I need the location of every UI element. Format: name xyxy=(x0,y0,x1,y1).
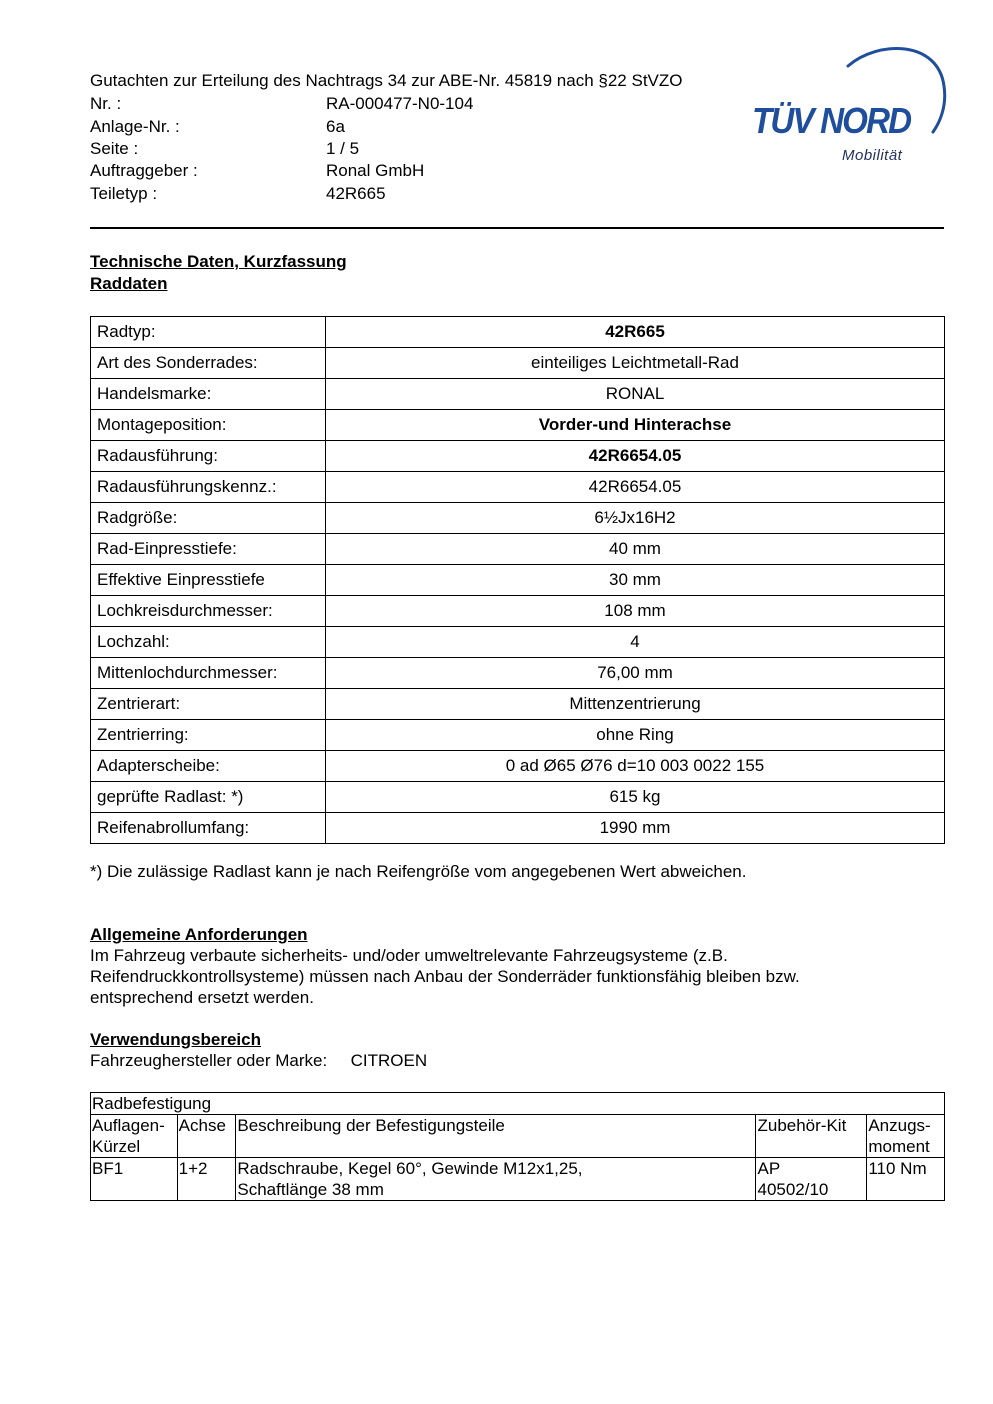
manufacturer-label: Fahrzeughersteller oder Marke: xyxy=(90,1051,328,1070)
spec-value: 615 kg xyxy=(326,782,945,813)
spec-value: 42R665 xyxy=(326,317,945,348)
document-title: Gutachten zur Erteilung des Nachtrags 34 zur ABE-Nr. 45819 nach §22 StVZO xyxy=(90,71,683,90)
spec-value: 30 mm xyxy=(326,565,945,596)
header-zubehoer xyxy=(756,1115,867,1158)
spec-value: 1990 mm xyxy=(326,813,945,844)
requirements-line: Reifendruckkontrollsysteme) müssen nach Anbau der Sonderräder funktionsfähig bleiben bzw. xyxy=(90,967,800,986)
spec-label: Mittenlochdurchmesser: xyxy=(91,658,326,689)
spec-row xyxy=(91,472,945,503)
header-achse xyxy=(177,1115,236,1158)
cell-text: BF1 xyxy=(92,1159,124,1178)
spec-label: Radtyp: xyxy=(91,317,326,348)
spec-value: 0 ad Ø65 Ø76 d=10 003 0022 155 xyxy=(326,751,945,782)
spec-row xyxy=(91,627,945,658)
wheel-fixing-table xyxy=(90,1092,945,1201)
spec-value: 4 xyxy=(326,627,945,658)
spec-row xyxy=(91,317,945,348)
spec-label: Rad-Einpresstiefe: xyxy=(91,534,326,565)
spec-row xyxy=(91,658,945,689)
cell-text: 40502/10 xyxy=(757,1180,829,1199)
header-beschreibung xyxy=(236,1115,756,1158)
cell-text: Schaftlänge 38 mm xyxy=(237,1180,384,1199)
field-label-seite: Seite : xyxy=(90,139,139,158)
spec-row xyxy=(91,720,945,751)
spec-label: Adapterscheibe: xyxy=(91,751,326,782)
logo-wordmark: TÜV NORD xyxy=(752,100,911,141)
spec-value: Mittenzentrierung xyxy=(326,689,945,720)
spec-value: ohne Ring xyxy=(326,720,945,751)
spec-row xyxy=(91,348,945,379)
spec-label: Radausführung: xyxy=(91,441,326,472)
spec-row xyxy=(91,379,945,410)
spec-value: einteiliges Leichtmetall-Rad xyxy=(326,348,945,379)
field-value-auftraggeber: Ronal GmbH xyxy=(326,161,425,180)
spec-label: Zentrierring: xyxy=(91,720,326,751)
header-anzugsmoment xyxy=(867,1115,945,1158)
spec-value: 76,00 mm xyxy=(326,658,945,689)
spec-value: RONAL xyxy=(326,379,945,410)
field-value-nr: RA-000477-N0-104 xyxy=(326,94,474,113)
fixing-header-row xyxy=(91,1115,945,1158)
spec-label: Radausführungskennz.: xyxy=(91,472,326,503)
spec-label: Lochzahl: xyxy=(91,627,326,658)
spec-label: Montageposition: xyxy=(91,410,326,441)
spec-value: 6½Jx16H2 xyxy=(326,503,945,534)
spec-label: Effektive Einpresstiefe xyxy=(91,565,326,596)
fixing-cell xyxy=(756,1158,867,1201)
spec-value: 42R6654.05 xyxy=(326,472,945,503)
section-heading-technical: Technische Daten, Kurzfassung xyxy=(90,252,347,271)
fixing-cell xyxy=(177,1158,236,1201)
spec-label: Lochkreisdurchmesser: xyxy=(91,596,326,627)
header-text: Beschreibung der Befestigungsteile xyxy=(237,1116,505,1135)
spec-row xyxy=(91,565,945,596)
footnote: *) Die zulässige Radlast kann je nach Reifengröße vom angegebenen Wert abweichen. xyxy=(90,862,747,881)
header-divider xyxy=(90,227,944,229)
spec-value: 40 mm xyxy=(326,534,945,565)
spec-row xyxy=(91,782,945,813)
cell-text: Radschraube, Kegel 60°, Gewinde M12x1,25, xyxy=(237,1159,583,1178)
spec-row xyxy=(91,813,945,844)
spec-label: Radgröße: xyxy=(91,503,326,534)
requirements-line: Im Fahrzeug verbaute sicherheits- und/oder umweltrelevante Fahrzeugsysteme (z.B. xyxy=(90,946,728,965)
header-text: Kürzel xyxy=(92,1137,141,1156)
spec-label: Zentrierart: xyxy=(91,689,326,720)
cell-text: 1+2 xyxy=(178,1159,208,1178)
logo-subtitle: Mobilität xyxy=(842,147,903,164)
spec-value: Vorder-und Hinterachse xyxy=(326,410,945,441)
spec-label: Reifenabrollumfang: xyxy=(91,813,326,844)
fixing-table-title: Radbefestigung xyxy=(91,1093,945,1115)
field-value-anlage: 6a xyxy=(326,117,345,136)
header-text: Achse xyxy=(178,1116,226,1135)
fixing-cell xyxy=(867,1158,945,1201)
cell-text: 110 Nm xyxy=(868,1159,927,1178)
fixing-cell xyxy=(236,1158,756,1201)
wheel-spec-table xyxy=(90,316,945,844)
spec-row xyxy=(91,503,945,534)
spec-row xyxy=(91,534,945,565)
spec-row xyxy=(91,410,945,441)
fixing-row xyxy=(91,1158,945,1201)
header-text: Zubehör-Kit xyxy=(757,1116,847,1135)
header-text: Anzugs- xyxy=(868,1116,931,1135)
manufacturer-value: CITROEN xyxy=(350,1051,428,1070)
spec-row xyxy=(91,441,945,472)
requirements-text xyxy=(90,945,950,1008)
field-value-seite: 1 / 5 xyxy=(326,139,360,158)
section-heading-usage: Verwendungsbereich xyxy=(90,1030,261,1049)
spec-row xyxy=(91,751,945,782)
manufacturer-line xyxy=(90,1050,427,1071)
header-auflagen xyxy=(91,1115,178,1158)
section-subheading-raddaten: Raddaten xyxy=(90,274,168,293)
requirements-line: entsprechend ersetzt werden. xyxy=(90,988,314,1007)
spec-row xyxy=(91,689,945,720)
spec-label: Art des Sonderrades: xyxy=(91,348,326,379)
field-label-auftraggeber: Auftraggeber : xyxy=(90,161,198,180)
spec-label: geprüfte Radlast: *) xyxy=(91,782,326,813)
section-heading-requirements: Allgemeine Anforderungen xyxy=(90,925,308,944)
cell-text: AP xyxy=(757,1159,781,1178)
spec-value: 42R6654.05 xyxy=(326,441,945,472)
spec-value: 108 mm xyxy=(326,596,945,627)
field-label-teiletyp: Teiletyp : xyxy=(90,184,158,203)
field-label-anlage: Anlage-Nr. : xyxy=(90,117,180,136)
spec-row xyxy=(91,596,945,627)
field-value-teiletyp: 42R665 xyxy=(326,184,386,203)
fixing-cell xyxy=(91,1158,178,1201)
header-text: moment xyxy=(868,1137,930,1156)
spec-label: Handelsmarke: xyxy=(91,379,326,410)
field-label-nr: Nr. : xyxy=(90,94,122,113)
header-text: Auflagen- xyxy=(92,1116,165,1135)
